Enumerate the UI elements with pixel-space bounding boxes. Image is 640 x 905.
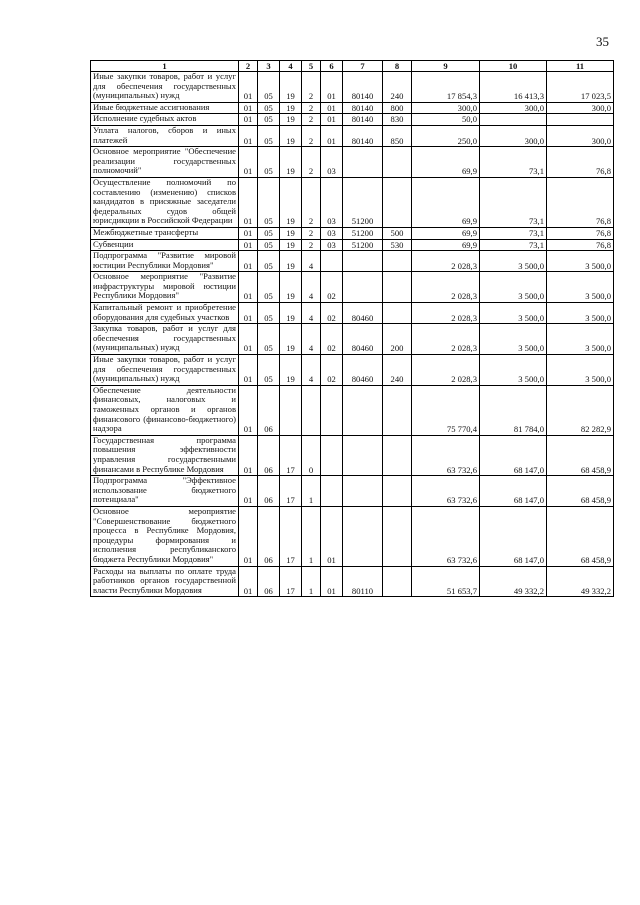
amount-col11: 3 500,0: [547, 303, 614, 324]
subprogram-code: 0: [302, 435, 321, 475]
subsection-code: 05: [258, 177, 280, 227]
row-name: Расходы на выплаты по оплате труда работников органов государственной власти Республики Мордовия: [91, 566, 239, 597]
amount-col10: 73,1: [480, 177, 547, 227]
table-header: [91, 61, 614, 72]
amount-col10: 3 500,0: [480, 355, 547, 386]
activity-code: [321, 476, 343, 507]
column-number-row: [91, 61, 614, 72]
section-code: 01: [239, 72, 258, 103]
subsection-code: 05: [258, 303, 280, 324]
amount-col9: 69,9: [412, 227, 480, 239]
row-name: Исполнение судебных актов: [91, 114, 239, 126]
subprogram-code: 4: [302, 303, 321, 324]
amount-col11: 3 500,0: [547, 324, 614, 355]
amount-col11: 17 023,5: [547, 72, 614, 103]
subsection-code: 05: [258, 324, 280, 355]
amount-col10: 16 413,3: [480, 72, 547, 103]
activity-code: 03: [321, 177, 343, 227]
subsection-code: 05: [258, 125, 280, 146]
amount-col10: 68 147,0: [480, 506, 547, 566]
row-name: Закупка товаров, работ и услуг для обеспечения государственных (муниципальных) нужд: [91, 324, 239, 355]
subprogram-code: 2: [302, 72, 321, 103]
column-header: 8: [383, 61, 412, 72]
subprogram-code: 4: [302, 272, 321, 303]
activity-code: 01: [321, 102, 343, 114]
activity-code: 01: [321, 566, 343, 597]
activity-code: 03: [321, 239, 343, 251]
subsection-code: 06: [258, 435, 280, 475]
subsection-code: 05: [258, 227, 280, 239]
column-header: 5: [302, 61, 321, 72]
table-row: [91, 476, 614, 507]
expense-type-code: [383, 147, 412, 178]
subsection-code: 05: [258, 114, 280, 126]
table-row: [91, 272, 614, 303]
table-row: [91, 385, 614, 435]
section-code: 01: [239, 125, 258, 146]
expense-type-code: 530: [383, 239, 412, 251]
column-header: 10: [480, 61, 547, 72]
amount-col10: 68 147,0: [480, 435, 547, 475]
expense-type-code: [383, 272, 412, 303]
expense-type-code: 830: [383, 114, 412, 126]
table-row: [91, 324, 614, 355]
amount-col11: 76,8: [547, 177, 614, 227]
table-row: [91, 114, 614, 126]
section-code: 01: [239, 435, 258, 475]
amount-col9: 69,9: [412, 147, 480, 178]
subsection-code: 05: [258, 147, 280, 178]
program-code: 17: [280, 566, 302, 597]
row-name: Основное мероприятие "Совершенствование бюджетного процесса в Республике Мордовия, процедуры формирования и исполнения республиканского бюджета Республики Мордовия": [91, 506, 239, 566]
table-row: [91, 177, 614, 227]
program-code: 19: [280, 114, 302, 126]
activity-code: 03: [321, 227, 343, 239]
amount-col10: 73,1: [480, 147, 547, 178]
row-name: Обеспечение деятельности финансовых, налоговых и таможенных органов и органов финансового (финансово-бюджетного) надзора: [91, 385, 239, 435]
program-code: 19: [280, 303, 302, 324]
program-code: 17: [280, 476, 302, 507]
amount-col10: [480, 114, 547, 126]
table-row: [91, 566, 614, 597]
column-header: 3: [258, 61, 280, 72]
amount-col9: 63 732,6: [412, 435, 480, 475]
activity-code: 03: [321, 147, 343, 178]
amount-col9: 2 028,3: [412, 324, 480, 355]
column-header: 1: [91, 61, 239, 72]
subsection-code: 05: [258, 251, 280, 272]
row-name: Подпрограмма "Развитие мировой юстиции Республики Мордовия": [91, 251, 239, 272]
expense-type-code: [383, 177, 412, 227]
amount-col9: 69,9: [412, 239, 480, 251]
amount-col10: 73,1: [480, 239, 547, 251]
program-code: 19: [280, 272, 302, 303]
section-code: 01: [239, 147, 258, 178]
column-header: 7: [343, 61, 383, 72]
direction-code: [343, 251, 383, 272]
activity-code: 02: [321, 303, 343, 324]
program-code: 17: [280, 506, 302, 566]
table-row: [91, 147, 614, 178]
table-row: [91, 435, 614, 475]
section-code: 01: [239, 385, 258, 435]
amount-col11: 68 458,9: [547, 435, 614, 475]
expense-type-code: 500: [383, 227, 412, 239]
direction-code: [343, 385, 383, 435]
table-row: [91, 355, 614, 386]
expense-type-code: [383, 506, 412, 566]
direction-code: 51200: [343, 239, 383, 251]
expense-type-code: 850: [383, 125, 412, 146]
amount-col11: 68 458,9: [547, 506, 614, 566]
subprogram-code: [302, 385, 321, 435]
amount-col11: 300,0: [547, 102, 614, 114]
amount-col11: 76,8: [547, 239, 614, 251]
section-code: 01: [239, 251, 258, 272]
program-code: 19: [280, 355, 302, 386]
expense-type-code: [383, 251, 412, 272]
direction-code: [343, 435, 383, 475]
amount-col11: 3 500,0: [547, 251, 614, 272]
subsection-code: 05: [258, 239, 280, 251]
program-code: 19: [280, 177, 302, 227]
section-code: 01: [239, 506, 258, 566]
section-code: 01: [239, 114, 258, 126]
activity-code: 02: [321, 355, 343, 386]
direction-code: 80460: [343, 324, 383, 355]
subsection-code: 06: [258, 566, 280, 597]
amount-col9: 63 732,6: [412, 506, 480, 566]
row-name: Основное мероприятие "Развитие инфраструктуры мировой юстиции Республики Мордовия": [91, 272, 239, 303]
section-code: 01: [239, 566, 258, 597]
page-number: 35: [596, 34, 609, 49]
expense-type-code: [383, 303, 412, 324]
table-row: [91, 303, 614, 324]
subprogram-code: 2: [302, 102, 321, 114]
activity-code: 01: [321, 506, 343, 566]
subsection-code: 05: [258, 355, 280, 386]
subprogram-code: 2: [302, 147, 321, 178]
amount-col10: 3 500,0: [480, 251, 547, 272]
subprogram-code: 1: [302, 566, 321, 597]
program-code: 19: [280, 125, 302, 146]
column-header: 2: [239, 61, 258, 72]
amount-col9: 75 770,4: [412, 385, 480, 435]
amount-col10: 3 500,0: [480, 272, 547, 303]
amount-col11: 300,0: [547, 125, 614, 146]
direction-code: [343, 476, 383, 507]
table-row: [91, 125, 614, 146]
amount-col9: 2 028,3: [412, 303, 480, 324]
expense-type-code: [383, 435, 412, 475]
amount-col9: 50,0: [412, 114, 480, 126]
expense-type-code: [383, 476, 412, 507]
subprogram-code: 4: [302, 251, 321, 272]
subsection-code: 06: [258, 476, 280, 507]
column-header: 11: [547, 61, 614, 72]
amount-col9: 2 028,3: [412, 355, 480, 386]
budget-table: [90, 60, 614, 597]
expense-type-code: [383, 566, 412, 597]
subsection-code: 05: [258, 102, 280, 114]
direction-code: 51200: [343, 227, 383, 239]
direction-code: [343, 272, 383, 303]
activity-code: 01: [321, 125, 343, 146]
amount-col9: 2 028,3: [412, 251, 480, 272]
expense-type-code: 200: [383, 324, 412, 355]
direction-code: 80140: [343, 102, 383, 114]
amount-col11: [547, 114, 614, 126]
row-name: Подпрограмма "Эффективное использование бюджетного потенциала": [91, 476, 239, 507]
row-name: Межбюджетные трансферты: [91, 227, 239, 239]
subprogram-code: 2: [302, 114, 321, 126]
subprogram-code: 2: [302, 177, 321, 227]
amount-col10: 68 147,0: [480, 476, 547, 507]
amount-col9: 300,0: [412, 102, 480, 114]
direction-code: 51200: [343, 177, 383, 227]
amount-col9: 2 028,3: [412, 272, 480, 303]
direction-code: [343, 506, 383, 566]
subprogram-code: 4: [302, 324, 321, 355]
subprogram-code: 4: [302, 355, 321, 386]
table-row: [91, 72, 614, 103]
activity-code: 02: [321, 324, 343, 355]
expense-type-code: 240: [383, 72, 412, 103]
program-code: [280, 385, 302, 435]
row-name: Государственная программа повышения эффективности управления государственными финансами в Республике Мордовия: [91, 435, 239, 475]
activity-code: [321, 385, 343, 435]
amount-col11: 76,8: [547, 227, 614, 239]
amount-col11: 76,8: [547, 147, 614, 178]
row-name: Осуществление полномочий по составлению (изменению) списков кандидатов в присяжные заседатели федеральных судов общей юрисдикции в Российской Федерации: [91, 177, 239, 227]
direction-code: 80140: [343, 125, 383, 146]
subsection-code: 06: [258, 506, 280, 566]
program-code: 19: [280, 147, 302, 178]
table-row: [91, 506, 614, 566]
row-name: Иные закупки товаров, работ и услуг для обеспечения государственных (муниципальных) нужд: [91, 72, 239, 103]
amount-col11: 3 500,0: [547, 272, 614, 303]
section-code: 01: [239, 227, 258, 239]
amount-col9: 51 653,7: [412, 566, 480, 597]
program-code: 19: [280, 102, 302, 114]
subsection-code: 05: [258, 272, 280, 303]
table-body: [91, 72, 614, 597]
amount-col11: 49 332,2: [547, 566, 614, 597]
section-code: 01: [239, 355, 258, 386]
row-name: Капитальный ремонт и приобретение оборудования для судебных участков: [91, 303, 239, 324]
direction-code: 80110: [343, 566, 383, 597]
section-code: 01: [239, 324, 258, 355]
amount-col10: 3 500,0: [480, 303, 547, 324]
amount-col9: 17 854,3: [412, 72, 480, 103]
subsection-code: 05: [258, 72, 280, 103]
subprogram-code: 1: [302, 476, 321, 507]
direction-code: 80460: [343, 303, 383, 324]
amount-col11: 82 282,9: [547, 385, 614, 435]
section-code: 01: [239, 303, 258, 324]
activity-code: 01: [321, 114, 343, 126]
activity-code: [321, 251, 343, 272]
row-name: Иные бюджетные ассигнования: [91, 102, 239, 114]
program-code: 19: [280, 251, 302, 272]
section-code: 01: [239, 177, 258, 227]
amount-col9: 63 732,6: [412, 476, 480, 507]
direction-code: 80140: [343, 114, 383, 126]
subprogram-code: 2: [302, 227, 321, 239]
amount-col9: 250,0: [412, 125, 480, 146]
amount-col9: 69,9: [412, 177, 480, 227]
program-code: 19: [280, 227, 302, 239]
column-header: 6: [321, 61, 343, 72]
amount-col11: 68 458,9: [547, 476, 614, 507]
activity-code: 02: [321, 272, 343, 303]
column-header: 9: [412, 61, 480, 72]
table-row: [91, 239, 614, 251]
expense-type-code: 240: [383, 355, 412, 386]
activity-code: [321, 435, 343, 475]
amount-col10: 49 332,2: [480, 566, 547, 597]
subsection-code: 06: [258, 385, 280, 435]
table-row: [91, 227, 614, 239]
program-code: 19: [280, 239, 302, 251]
row-name: Уплата налогов, сборов и иных платежей: [91, 125, 239, 146]
amount-col10: 81 784,0: [480, 385, 547, 435]
column-header: 4: [280, 61, 302, 72]
row-name: Иные закупки товаров, работ и услуг для обеспечения государственных (муниципальных) нужд: [91, 355, 239, 386]
direction-code: 80140: [343, 72, 383, 103]
row-name: Основное мероприятие "Обеспечение реализации государственных полномочий": [91, 147, 239, 178]
program-code: 17: [280, 435, 302, 475]
direction-code: 80460: [343, 355, 383, 386]
table-row: [91, 102, 614, 114]
subprogram-code: 2: [302, 239, 321, 251]
amount-col10: 300,0: [480, 125, 547, 146]
amount-col10: 3 500,0: [480, 324, 547, 355]
direction-code: [343, 147, 383, 178]
subprogram-code: 1: [302, 506, 321, 566]
expense-type-code: [383, 385, 412, 435]
amount-col10: 73,1: [480, 227, 547, 239]
section-code: 01: [239, 239, 258, 251]
subprogram-code: 2: [302, 125, 321, 146]
section-code: 01: [239, 272, 258, 303]
program-code: 19: [280, 72, 302, 103]
section-code: 01: [239, 102, 258, 114]
amount-col11: 3 500,0: [547, 355, 614, 386]
activity-code: 01: [321, 72, 343, 103]
program-code: 19: [280, 324, 302, 355]
section-code: 01: [239, 476, 258, 507]
amount-col10: 300,0: [480, 102, 547, 114]
table-row: [91, 251, 614, 272]
expense-type-code: 800: [383, 102, 412, 114]
row-name: Субвенции: [91, 239, 239, 251]
